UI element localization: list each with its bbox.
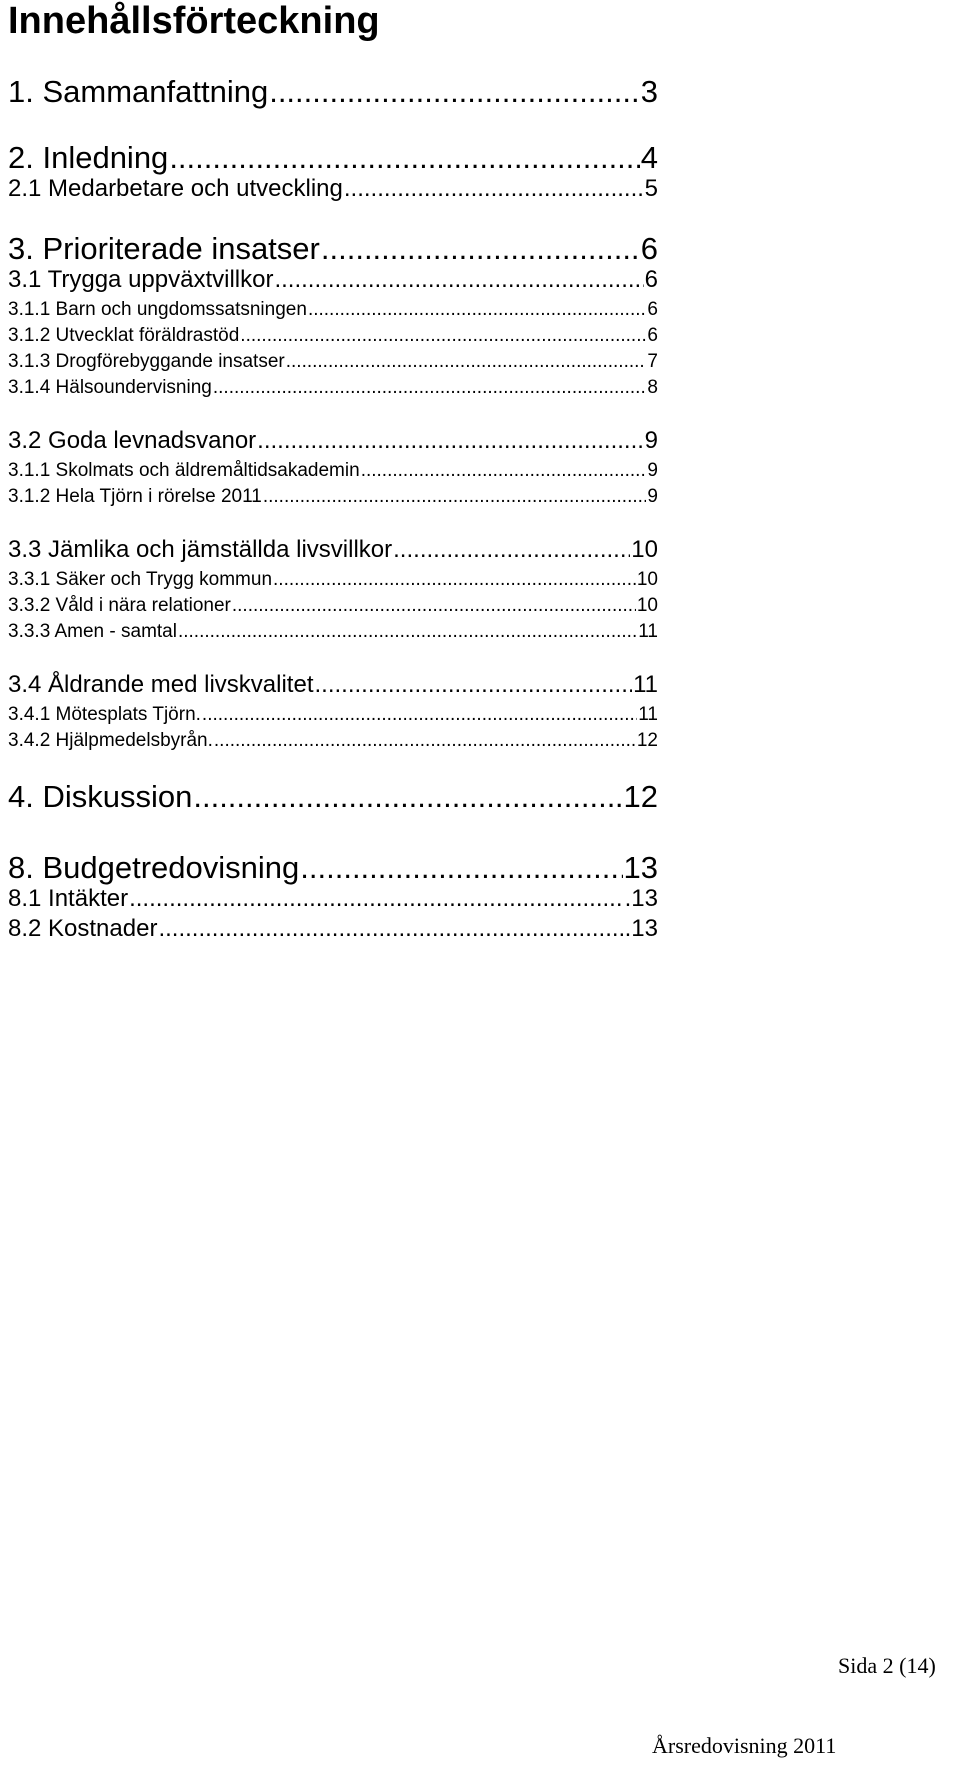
- toc-entry[interactable]: [8, 174, 658, 204]
- toc-entry-page: 10: [631, 536, 658, 563]
- toc-entry[interactable]: [8, 297, 658, 323]
- toc-leader-dots: [286, 349, 647, 375]
- toc-entry-label: 3.4.2 Hjälpmedelsbyrån.: [8, 730, 213, 751]
- toc-entry[interactable]: [8, 670, 658, 700]
- toc-leader-dots: [321, 230, 640, 268]
- toc-entry-label: 3.1.3 Drogförebyggande insatser: [8, 351, 285, 372]
- toc-entry[interactable]: [8, 230, 658, 268]
- toc-entry-label: 2. Inledning: [8, 140, 169, 175]
- toc-entry-page: 6: [640, 231, 658, 266]
- toc-entry-label: 2.1 Medarbetare och utveckling: [8, 175, 343, 202]
- toc-entry-page: 10: [636, 595, 658, 616]
- toc-leader-dots: [273, 567, 636, 593]
- toc-entry-label: 4. Diskussion: [8, 779, 193, 814]
- toc-entry[interactable]: [8, 535, 658, 565]
- toc-entry-page: 7: [647, 351, 658, 372]
- toc-leader-dots: [158, 914, 623, 944]
- document-title: Årsredovisning 2011: [652, 1733, 837, 1758]
- toc-entry[interactable]: [8, 73, 658, 111]
- toc-entry-page: 11: [638, 621, 658, 642]
- toc-entry-page: 8: [647, 377, 658, 398]
- toc-entry-page: .12: [614, 779, 658, 814]
- toc-leader-dots: [257, 426, 643, 456]
- toc-leader-dots: [214, 728, 636, 754]
- toc-entry[interactable]: [8, 728, 658, 754]
- toc-entry-page: 3: [640, 74, 658, 109]
- toc-entry-label: 3.4 Åldrande med livskvalitet: [8, 671, 314, 698]
- toc-entry[interactable]: [8, 778, 658, 816]
- toc-entry-label: 3.2 Goda levnadsvanor: [8, 427, 257, 454]
- toc-entry-page: 9: [644, 427, 658, 454]
- toc-entry[interactable]: [8, 484, 658, 510]
- toc-entry[interactable]: [8, 265, 658, 295]
- toc-entry-page: 12: [636, 730, 658, 751]
- toc-entry[interactable]: [8, 375, 658, 401]
- toc-entry-label: 3.4.1 Mötesplats Tjörn.: [8, 704, 201, 725]
- toc-entry-label: 3.3.1 Säker och Trygg kommun: [8, 569, 273, 590]
- toc-leader-dots: [274, 265, 643, 295]
- toc-entry[interactable]: [8, 139, 658, 177]
- toc-leader-dots: [263, 484, 647, 510]
- toc-leader-dots: [169, 139, 639, 177]
- toc-entry[interactable]: [8, 567, 658, 593]
- toc-entry[interactable]: [8, 884, 658, 914]
- toc-entry-label: 3.1.2 Utvecklat föräldrastöd: [8, 325, 240, 346]
- toc-entry-page: 6: [644, 266, 658, 293]
- toc-entry-label: 8. Budgetredovisning: [8, 850, 300, 885]
- toc-entry-label: 3.1.1 Barn och ungdomssatsningen: [8, 299, 307, 320]
- toc-entry[interactable]: [8, 323, 658, 349]
- toc-entry-label: 8.2 Kostnader: [8, 915, 158, 942]
- toc-entry[interactable]: [8, 426, 658, 456]
- toc-leader-dots: [240, 323, 646, 349]
- toc-leader-dots: [232, 593, 636, 619]
- toc-leader-dots: [314, 670, 632, 700]
- toc-leader-dots: [213, 375, 647, 401]
- toc-entry[interactable]: [8, 458, 658, 484]
- toc-leader-dots: [344, 174, 644, 204]
- toc-entry-page: 13: [623, 850, 658, 885]
- toc-entry-page: .13: [624, 885, 658, 912]
- toc-entry[interactable]: [8, 702, 658, 728]
- toc-entry-page: 6: [647, 299, 658, 320]
- toc-entry-label: 3.1.1 Skolmats och äldremåltidsakademin: [8, 460, 360, 481]
- toc-entry-page: 9: [647, 486, 658, 507]
- toc-entry-page: 9: [647, 460, 658, 481]
- toc-leader-dots: [269, 73, 640, 111]
- toc-entry-label: 1. Sammanfattning: [8, 74, 269, 109]
- toc-entry-label: 3.1.4 Hälsoundervisning: [8, 377, 212, 398]
- toc-leader-dots: [202, 702, 637, 728]
- toc-leader-dots: [129, 884, 624, 914]
- toc-entry-page: 4: [640, 140, 658, 175]
- toc-leader-dots: [393, 535, 630, 565]
- page-title: Innehållsförteckning: [8, 0, 380, 42]
- toc-entry-label: 3.1.2 Hela Tjörn i rörelse 2011: [8, 486, 262, 507]
- toc-leader-dots: [308, 297, 646, 323]
- toc-entry-label: 3. Prioriterade insatser: [8, 231, 320, 266]
- toc-entry-page: 6: [647, 325, 658, 346]
- toc-entry-label: 8.1 Intäkter: [8, 885, 129, 912]
- toc-leader-dots: [300, 849, 622, 887]
- toc-entry-page: 5: [644, 175, 658, 202]
- page-number: Sida 2 (14): [838, 1653, 936, 1678]
- toc-entry-page: .13: [624, 915, 658, 942]
- toc-entry[interactable]: [8, 849, 658, 887]
- toc-entry-label: 3.3 Jämlika och jämställda livsvillkor: [8, 536, 393, 563]
- toc-leader-dots: [361, 458, 647, 484]
- toc-entry-page: 10: [636, 569, 658, 590]
- toc-entry-label: 3.3.3 Amen - samtal: [8, 621, 177, 642]
- toc-entry[interactable]: [8, 619, 658, 645]
- toc-entry-page: 11: [633, 671, 658, 698]
- toc-leader-dots: [178, 619, 637, 645]
- toc-entry-label: 3.3.2 Våld i nära relationer: [8, 595, 231, 616]
- toc-entry[interactable]: [8, 593, 658, 619]
- toc-entry[interactable]: [8, 349, 658, 375]
- toc-entry[interactable]: [8, 914, 658, 944]
- toc-entry-page: 11: [638, 704, 658, 725]
- toc-leader-dots: [193, 778, 614, 816]
- toc-entry-label: 3.1 Trygga uppväxtvillkor: [8, 266, 274, 293]
